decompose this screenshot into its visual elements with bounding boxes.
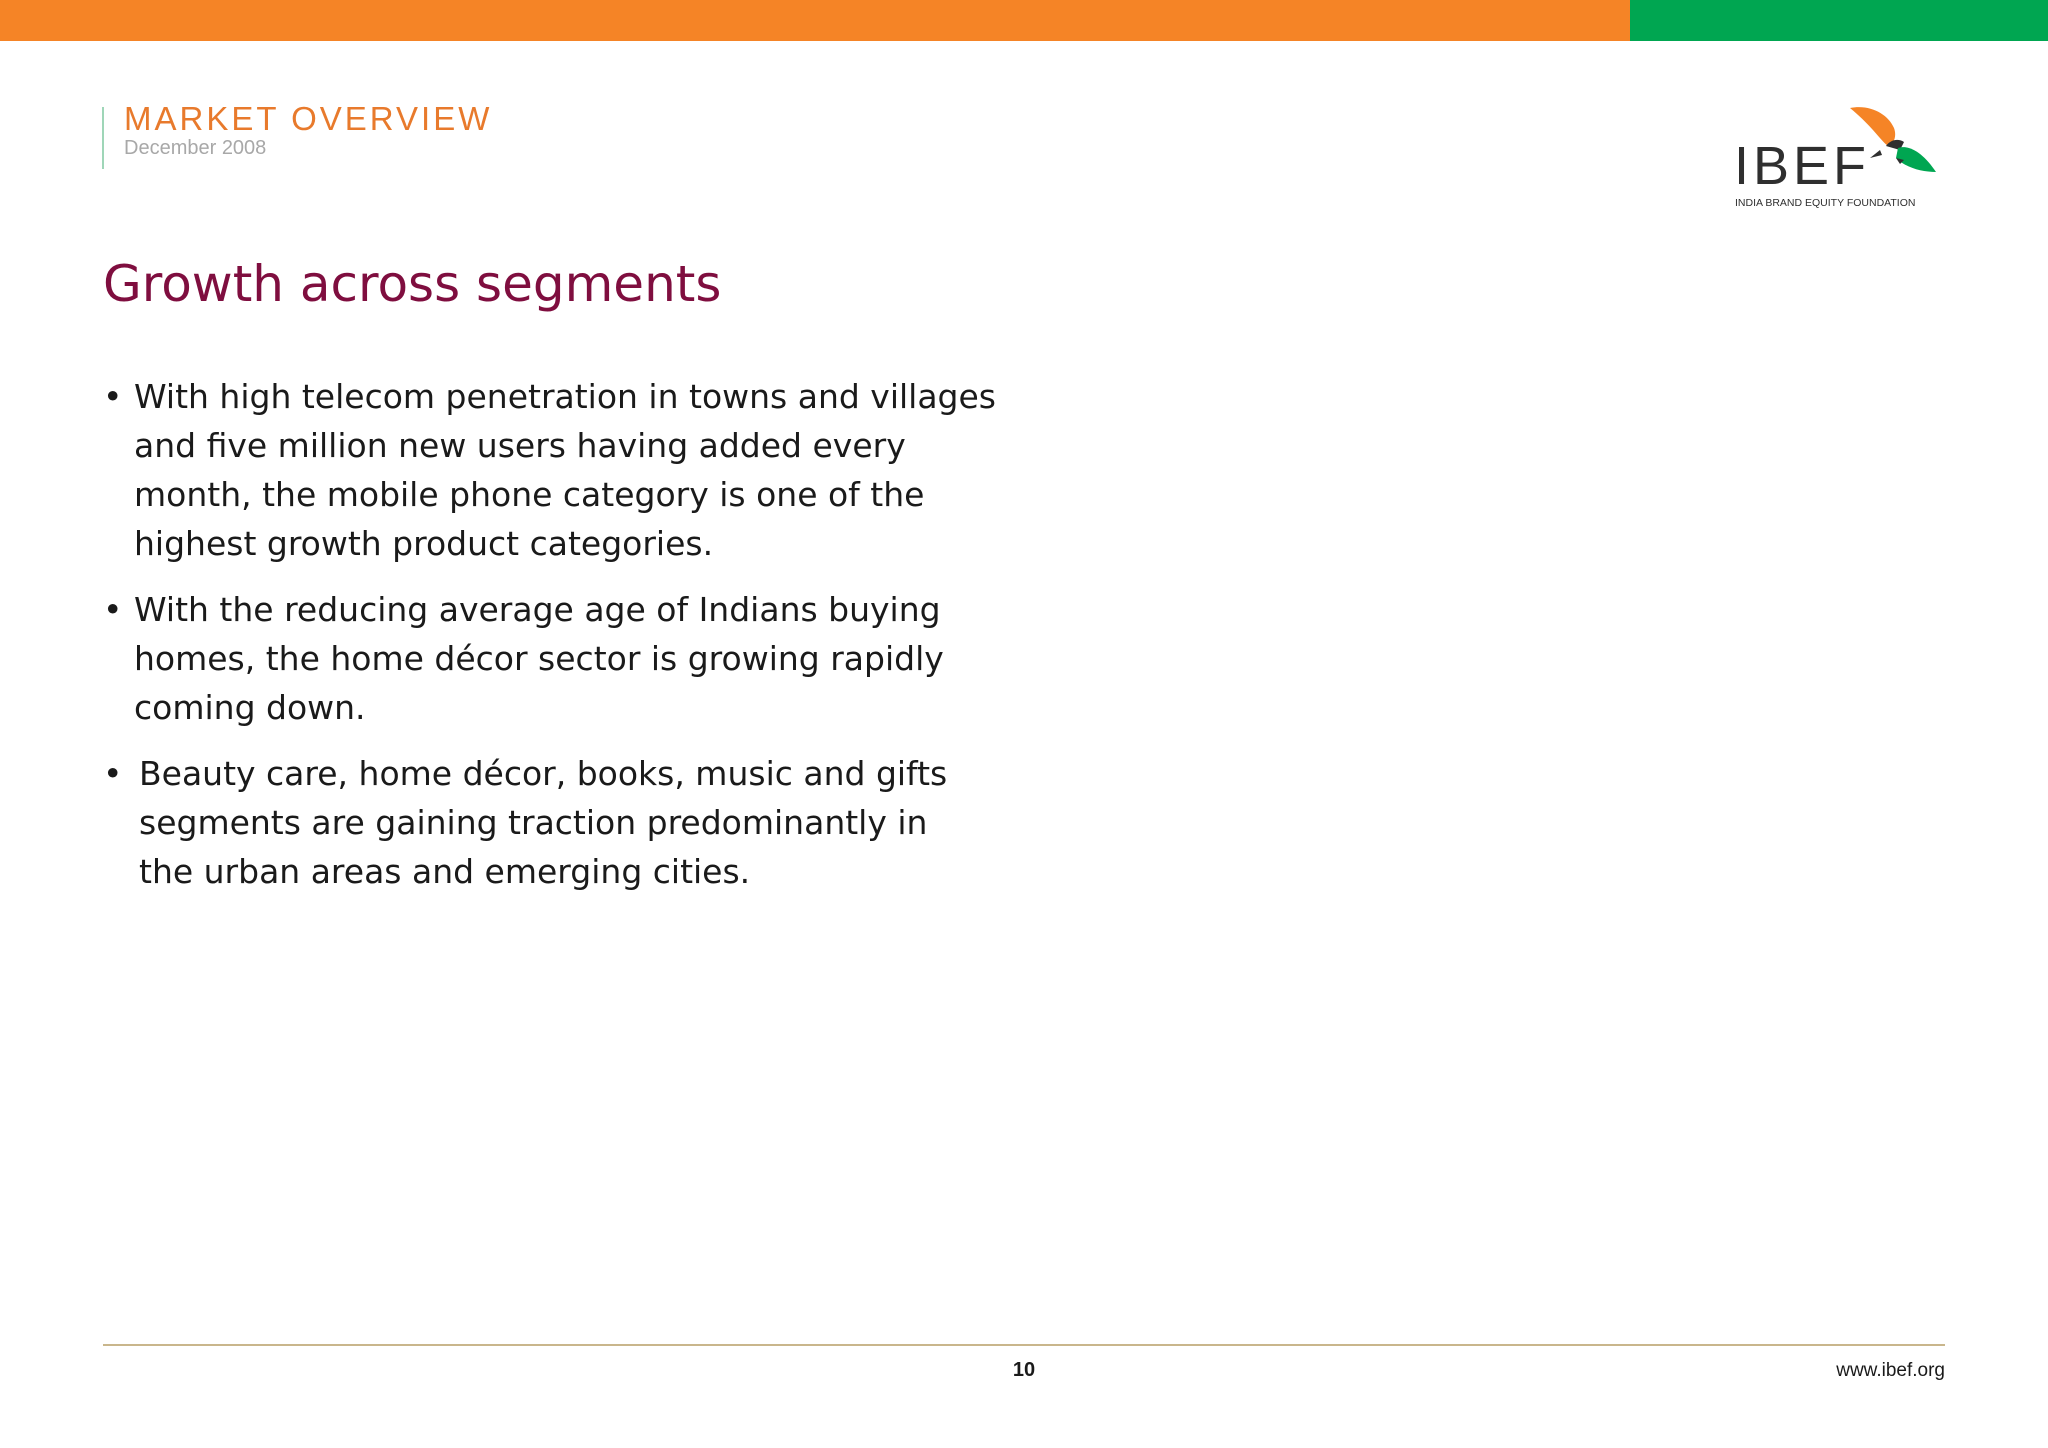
page-title: Growth across segments	[103, 255, 722, 313]
bullet-item	[103, 372, 1014, 568]
logo-wordmark: IBEF	[1734, 136, 1871, 196]
bullet-text: With high telecom penetration in towns and villages and five million new users having added every month, the mobile phone category is one of the highest growth product categories.	[134, 377, 996, 563]
bullet-marker: •	[103, 590, 123, 629]
bullet-marker: •	[103, 754, 123, 793]
bullet-text: Beauty care, home décor, books, music and gifts segments are gaining traction predominantly in the urban areas and emerging cities.	[139, 754, 948, 891]
section-date: December 2008	[124, 137, 267, 159]
ibef-logo	[1730, 100, 1950, 215]
bullet-list	[103, 372, 1003, 913]
page-number: 10	[1012, 1359, 1036, 1381]
top-bar-green	[1630, 0, 2048, 41]
footer-divider	[103, 1344, 1945, 1346]
bullet-marker: •	[103, 377, 123, 416]
header-divider	[102, 107, 104, 169]
top-bar-orange	[0, 0, 1630, 41]
logo-tagline: INDIA BRAND EQUITY FOUNDATION	[1735, 197, 1916, 209]
bullet-item	[103, 749, 989, 896]
bullet-item	[103, 585, 964, 732]
bullet-text: With the reducing average age of Indians buying homes, the home décor sector is growing rapidly coming down.	[134, 590, 944, 727]
section-title: MARKET OVERVIEW	[124, 100, 493, 137]
footer-url[interactable]: www.ibef.org	[1836, 1360, 1945, 1381]
